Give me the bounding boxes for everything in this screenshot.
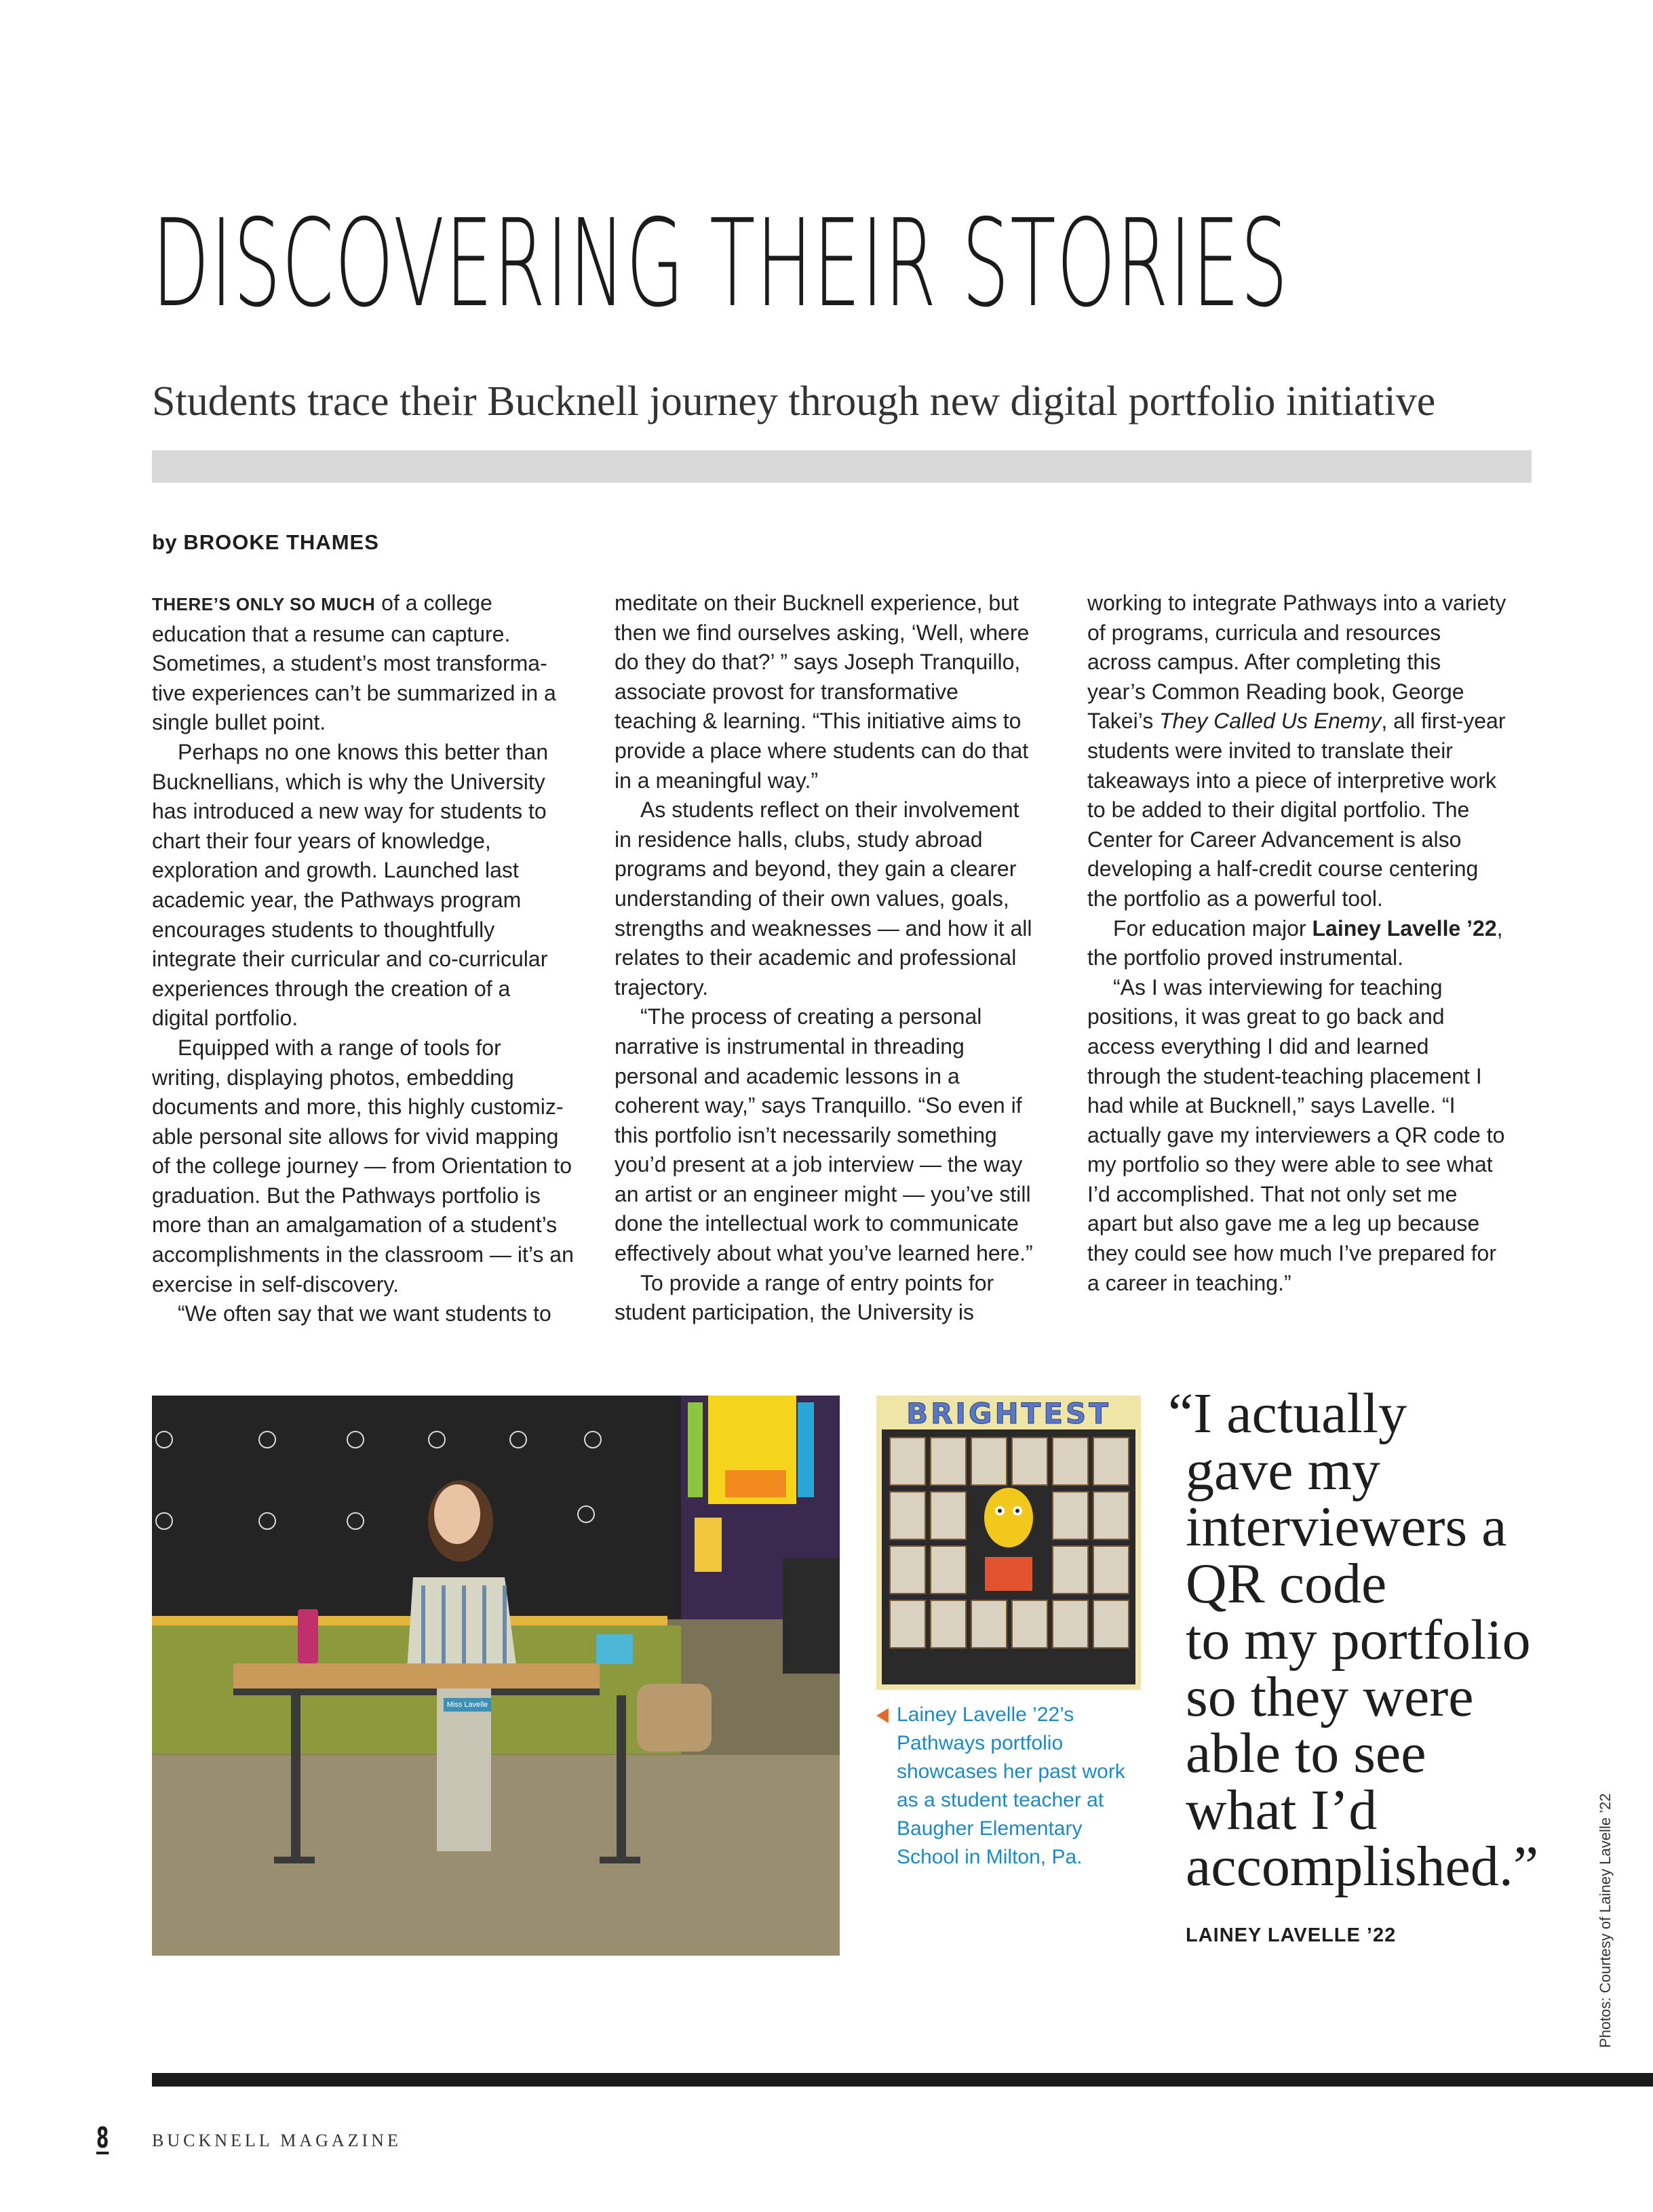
pull-quote-line: gave my (1186, 1438, 1380, 1502)
body-line: writing, displaying photos, embedding (152, 1065, 514, 1090)
bulletin-board-photo (876, 1396, 1141, 1690)
body-line: had while at Bucknell,” says Lavelle. “I (1087, 1093, 1456, 1118)
body-line: the portfolio proved instrumental. (1087, 945, 1404, 970)
body-line: accomplishments in the classroom — it’s an (152, 1242, 574, 1267)
body-line: working to integrate Pathways into a variety (1087, 591, 1506, 615)
body-line: personal and academic lessons in a (615, 1063, 960, 1088)
body-line: Center for Career Advancement is also (1087, 827, 1462, 852)
body-line: takeaways into a piece of interpretive work (1087, 768, 1496, 793)
body-line: in a meaningful way.” (615, 768, 818, 793)
pull-quote-attribution: LAINEY LAVELLE ’22 (1186, 1924, 1397, 1946)
magazine-name: BUCKNELL MAGAZINE (152, 2131, 402, 2150)
body-line: through the student-teaching placement I (1087, 1063, 1482, 1088)
body-line: the portfolio as a powerful tool. (1087, 886, 1383, 911)
caption-arrow-icon (876, 1708, 890, 1723)
desk-nameplate: Miss Lavelle (446, 1701, 488, 1709)
body-line: positions, it was great to go back and (1087, 1004, 1445, 1029)
body-line: this portfolio isn’t necessarily something (615, 1122, 997, 1147)
body-line: my portfolio so they were able to see what (1087, 1152, 1493, 1177)
body-line: developing a half-credit course centering (1087, 856, 1479, 882)
body-line: strengths and weaknesses — and how it all (615, 915, 1032, 941)
caption-line: Lainey Lavelle ’22’s (897, 1703, 1074, 1726)
pull-quote-line: what I’d (1186, 1778, 1378, 1842)
body-line: exploration and growth. Launched last (152, 858, 519, 883)
body-line: Equipped with a range of tools for (178, 1035, 501, 1060)
body-line: To provide a range of entry points for (640, 1270, 994, 1295)
body-line: THERE’S ONLY SO MUCH of a college (152, 591, 492, 615)
article-column-3 (1087, 589, 1535, 1298)
body-line: encourages students to thoughtfully (152, 917, 495, 942)
body-line: in residence halls, clubs, study abroad (615, 827, 983, 852)
article-column-2 (615, 589, 1062, 1328)
classroom-desk-photo (152, 1396, 840, 1956)
body-line: education that a resume can capture. (152, 621, 511, 646)
pull-quote-line: so they were (1186, 1665, 1474, 1729)
body-line: “The process of creating a personal (640, 1004, 982, 1029)
body-line: a career in teaching.” (1087, 1270, 1291, 1295)
article-subtitle: Students trace their Bucknell journey through new digital portfolio initiative (152, 378, 1436, 424)
body-line: trajectory. (615, 974, 709, 1000)
photo-caption (876, 1701, 1148, 1872)
caption-line: Pathways portfolio (897, 1732, 1064, 1754)
body-line: teaching & learning. “This initiative aims to (615, 709, 1022, 734)
body-line: experiences through the creation of a (152, 976, 511, 1001)
body-line: you’d present at a job interview — the way (615, 1152, 1023, 1177)
body-line: meditate on their Bucknell experience, but (615, 591, 1019, 615)
article-column-1 (152, 589, 594, 1329)
body-line: year’s Common Reading book, George (1087, 679, 1464, 704)
classroom-illustration (152, 1396, 840, 1956)
body-line: For education major Lainey Lavelle ’22, (1113, 915, 1503, 941)
body-line: student participation, the University is (615, 1300, 975, 1325)
body-line: actually gave my interviewers a QR code to (1087, 1122, 1505, 1147)
body-line: done the intellectual work to communicate (615, 1211, 1019, 1236)
pull-quote-line: accomplished.” (1186, 1835, 1539, 1898)
body-line: an artist or an engineer might — you’ve still (615, 1181, 1031, 1206)
body-line: understanding of their own values, goals, (615, 886, 1009, 911)
caption-line: as a student teacher at (897, 1789, 1104, 1811)
body-line: students were invited to translate their (1087, 738, 1453, 763)
header-divider-bar (152, 450, 1532, 483)
body-line: integrate their curricular and co-curricular (152, 947, 548, 972)
body-line: academic year, the Pathways program (152, 887, 522, 912)
body-line: Bucknellians, which is why the University (152, 769, 545, 794)
body-line: has introduced a new way for students to (152, 799, 547, 824)
body-line: exercise in self-discovery. (152, 1271, 399, 1297)
body-line: chart their four years of knowledge, (152, 828, 491, 853)
body-line: graduation. But the Pathways portfolio is (152, 1183, 541, 1208)
body-line: across campus. After completing this (1087, 650, 1441, 675)
body-line: able personal site allows for vivid mapping (152, 1124, 559, 1149)
body-line: apart but also gave me a leg up because (1087, 1211, 1480, 1236)
byline (152, 530, 379, 555)
page-number: 8 (96, 2121, 109, 2154)
body-line: As students reflect on their involvement (640, 797, 1019, 823)
body-line: they could see how much I’ve prepared for (1087, 1241, 1496, 1266)
body-line: Takei’s They Called Us Enemy, all first-year (1087, 709, 1506, 734)
body-line: more than an amalgamation of a student’s (152, 1212, 558, 1238)
pull-quote-line: able to see (1186, 1722, 1426, 1785)
student-name: Lainey Lavelle ’22 (1312, 915, 1497, 941)
book-title: They Called Us Enemy (1159, 709, 1382, 734)
footer-rule (152, 2073, 1653, 2087)
body-line: of the college journey — from Orientation to (152, 1153, 572, 1179)
byline-prefix: by (152, 530, 178, 554)
body-line: effectively about what you’ve learned here.” (615, 1241, 1033, 1266)
caption-line: showcases her past work (897, 1760, 1125, 1783)
body-line: “As I was interviewing for teaching (1113, 974, 1443, 1000)
body-line: “We often say that we want students to (178, 1301, 551, 1326)
byline-author: BROOKE THAMES (183, 530, 379, 554)
board-banner: BRIGHTEST (906, 1397, 1111, 1430)
pull-quote (1168, 1382, 1548, 1898)
body-line: digital portfolio. (152, 1006, 298, 1031)
body-line: documents and more, this highly customiz- (152, 1094, 564, 1120)
body-line: do they do that?’ ” says Joseph Tranquillo, (615, 650, 1021, 675)
body-line: relates to their academic and professional (615, 945, 1017, 970)
bulletin-board-illustration (876, 1396, 1141, 1690)
body-line: Perhaps no one knows this better than (178, 739, 549, 764)
body-line: access everything I did and learned (1087, 1033, 1429, 1059)
body-line: coherent way,” says Tranquillo. “So even if (615, 1093, 1022, 1118)
caption-line: School in Milton, Pa. (897, 1846, 1083, 1868)
body-line: associate provost for transformative (615, 679, 958, 704)
body-line: Sometimes, a student’s most transforma- (152, 651, 547, 676)
body-line: provide a place where students can do that (615, 738, 1029, 763)
pull-quote-line: to my portfolio (1186, 1608, 1531, 1672)
body-line: single bullet point. (152, 710, 326, 735)
photo-credit: Photos: Courtesy of Lainey Lavelle ’22 (1597, 1793, 1614, 2048)
article-title: DISCOVERING THEIR STORIES (152, 193, 1289, 334)
pull-quote-line: interviewers a (1186, 1495, 1507, 1558)
body-line: then we find ourselves asking, ‘Well, where (615, 620, 1030, 645)
body-line: I’d accomplished. That not only set me (1087, 1181, 1458, 1206)
caption-line: Baugher Elementary (897, 1817, 1083, 1840)
body-line: tive experiences can’t be summarized in a (152, 680, 556, 705)
body-line: to be added to their digital portfolio. The (1087, 797, 1470, 823)
pull-quote-line: QR code (1186, 1552, 1387, 1615)
body-line: narrative is instrumental in threading (615, 1033, 965, 1059)
lead-in: THERE’S ONLY SO MUCH (152, 594, 376, 614)
pull-quote-line: “I actually (1168, 1382, 1407, 1445)
body-line: of programs, curricula and resources (1087, 620, 1441, 645)
body-line: programs and beyond, they gain a clearer (615, 856, 1017, 882)
